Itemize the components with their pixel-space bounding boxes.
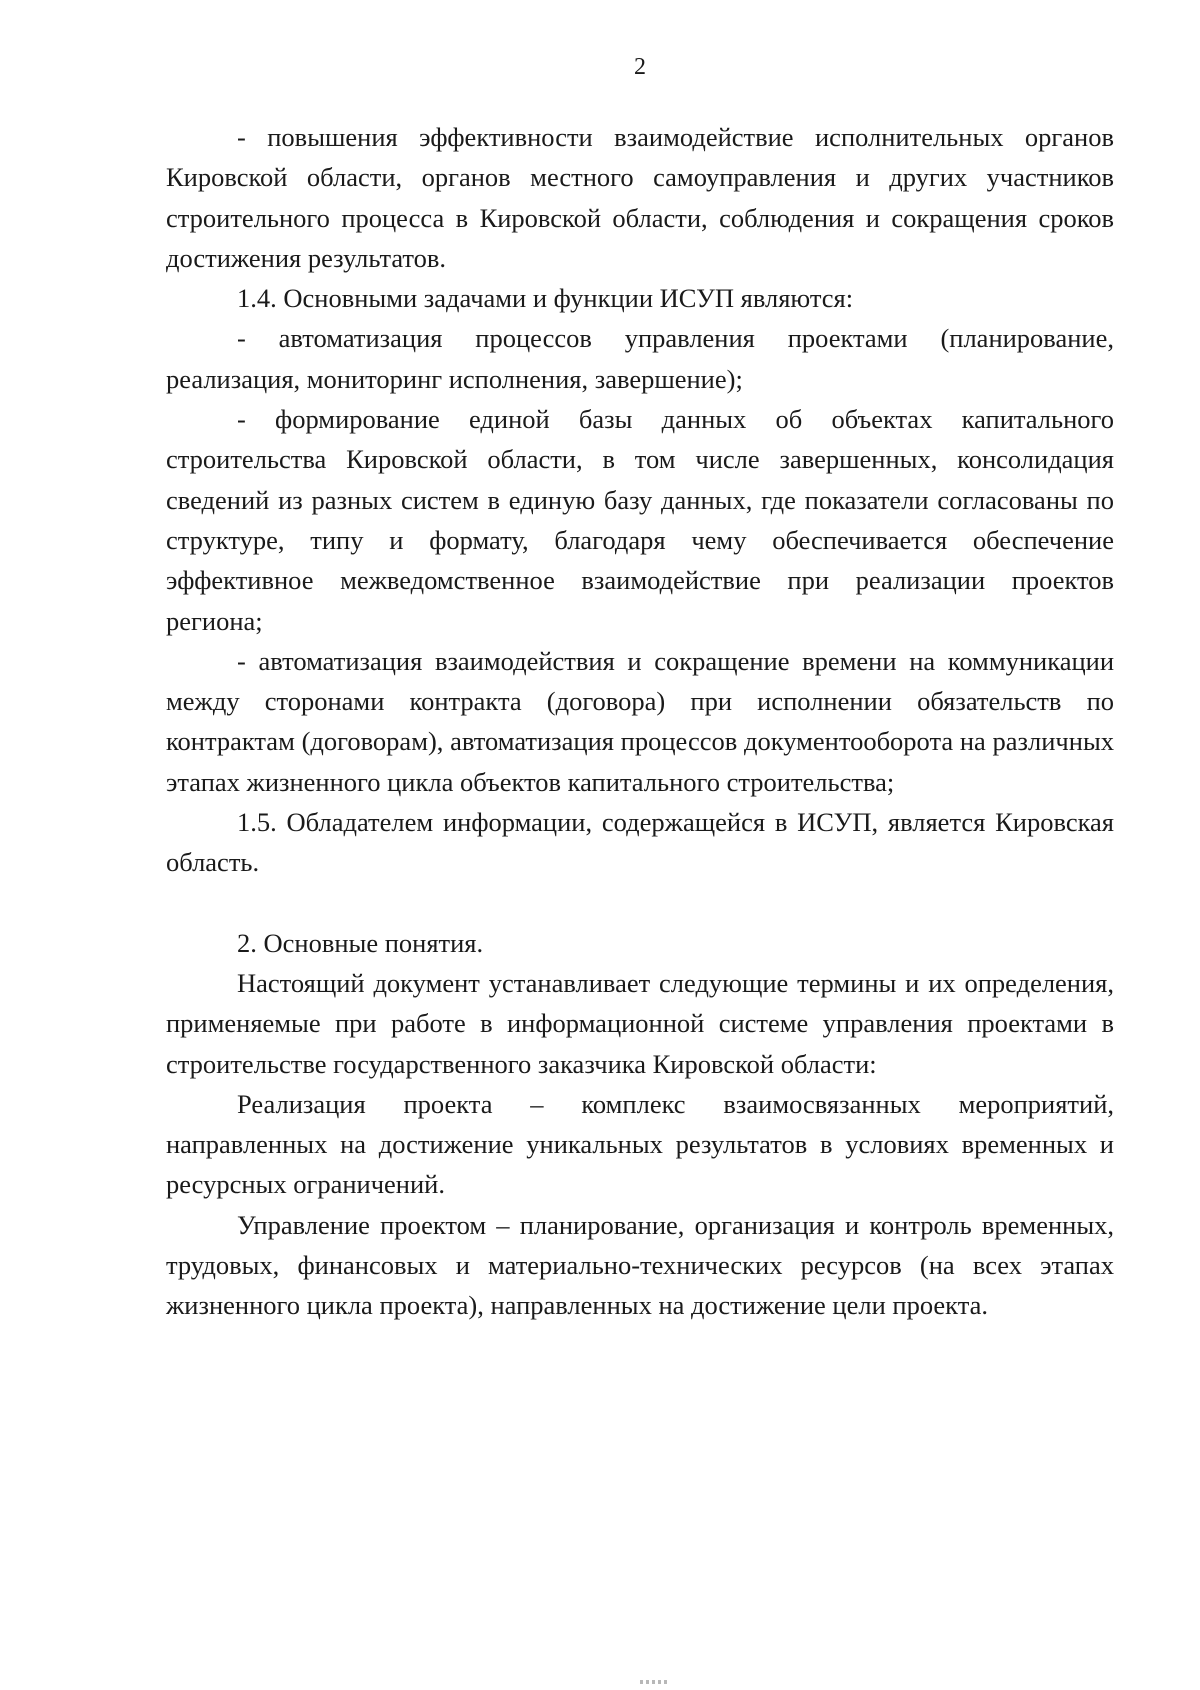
paragraph-term-project-implementation: Реализация проекта – комплекс взаимосвязанных мероприятий, направленных на достижение уникальных результатов в условиях временных и ресурсных ограничений. xyxy=(166,1088,1114,1200)
paragraph-1-4-heading: 1.4. Основными задачами и функции ИСУП являются: xyxy=(237,283,854,314)
scan-artifact-mark xyxy=(640,1680,668,1684)
paragraph-goal-efficiency: - повышения эффективности взаимодействие исполнительных органов Кировской области, органов местного самоуправления и других участников строительного процесса в Кировской области, соблюдения и сокращения сроков достижения результатов. xyxy=(166,122,1114,273)
paragraph-task-communication: - автоматизация взаимодействия и сокращение времени на коммуникации между сторонами контракта (договора) при исполнении обязательств по контрактам (договорам), автоматизация процессов документооборота на различных этапах жизненного цикла объектов капитального строительства; xyxy=(166,645,1114,797)
paragraph-task-automation: - автоматизация процессов управления проектами (планирование, реализация, мониторинг исполнения, завершение); xyxy=(166,323,1114,394)
page-number: 2 xyxy=(634,54,646,80)
paragraph-term-project-management: Управление проектом – планирование, организация и контроль временных, трудовых, финансовых и материально-технических ресурсов (на всех этапах жизненного цикла проекта), направленных на достижение цели проекта. xyxy=(166,1209,1114,1321)
paragraph-1-5-owner: 1.5. Обладателем информации, содержащейся в ИСУП, является Кировская область. xyxy=(166,807,1114,878)
paragraph-terms-intro: Настоящий документ устанавливает следующие термины и их определения, применяемые при работе в информационной системе управления проектами в строительстве государственного заказчика Кировской области: xyxy=(166,967,1114,1079)
section-spacer xyxy=(166,883,1114,923)
document-body xyxy=(166,117,1114,1326)
section-2-heading: 2. Основные понятия. xyxy=(237,927,484,958)
paragraph-task-database: - формирование единой базы данных об объектах капитального строительства Кировской области, в том числе завершенных, консолидация сведений из разных систем в единую базу данных, где показатели согласованы по структуре, типу и формату, благодаря чему обеспечивается обеспечение эффективное межведомственное взаимодействие при реализации проектов региона; xyxy=(166,404,1114,636)
